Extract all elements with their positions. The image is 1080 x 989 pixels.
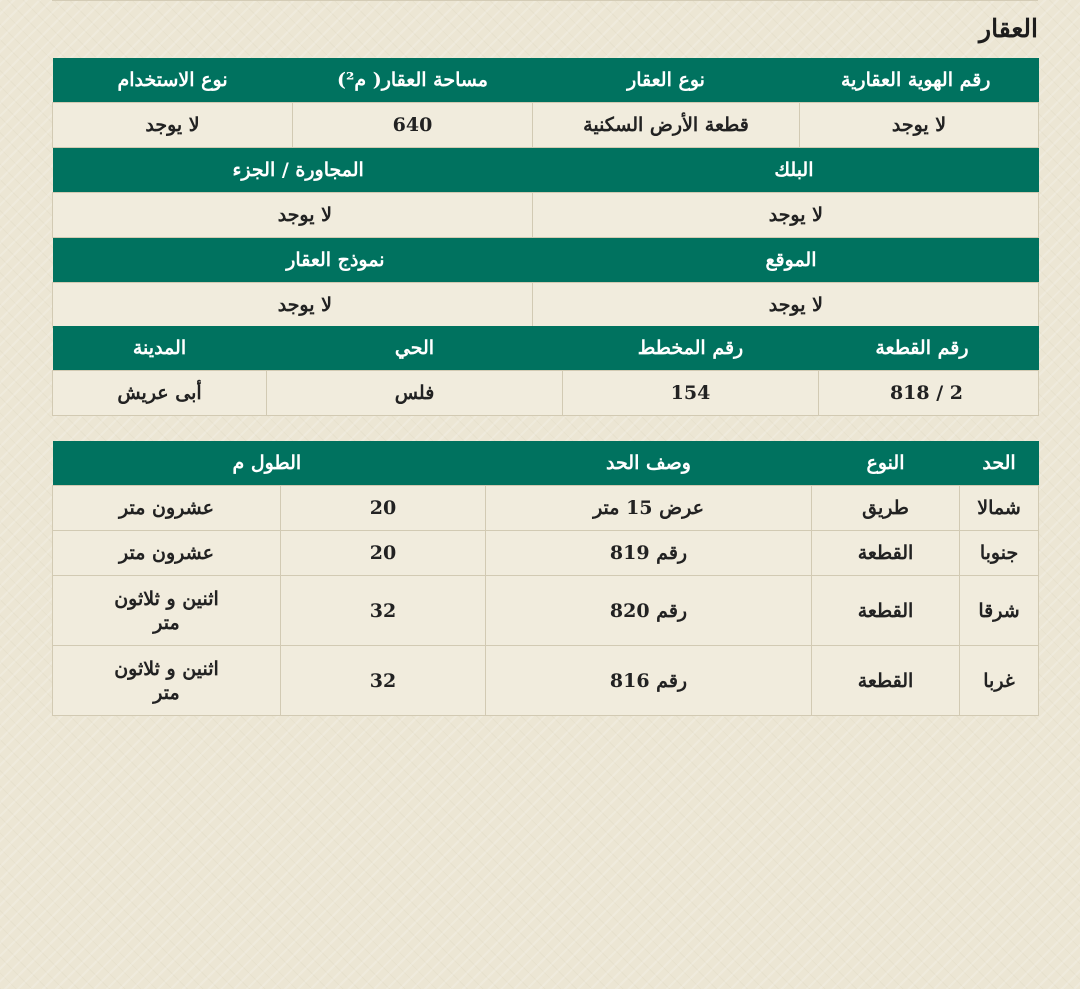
- value-location: لا يوجد: [533, 283, 1039, 328]
- cell-type: القطعة: [812, 576, 960, 646]
- cell-boundary: غربا: [960, 646, 1039, 716]
- cell-boundary: شمالا: [960, 486, 1039, 531]
- cell-description: رقم 816: [486, 646, 812, 716]
- header-neighborhood-part: المجاورة / الجزء: [53, 148, 533, 193]
- value-row: [53, 283, 1039, 328]
- cell-boundary: جنوبا: [960, 531, 1039, 576]
- table-row: [53, 576, 1039, 646]
- cell-length-number: 20: [281, 486, 486, 531]
- header-row: [53, 326, 1039, 371]
- header-description: وصف الحد: [486, 441, 812, 486]
- value-row: [53, 193, 1039, 238]
- header-row: [53, 238, 1039, 283]
- value-property-id: لا يوجد: [800, 103, 1039, 148]
- header-property-area: مساحة العقار( م²): [293, 58, 533, 103]
- cell-length-number: 20: [281, 531, 486, 576]
- header-district: الحي: [267, 326, 563, 371]
- table-row: [53, 531, 1039, 576]
- section-title: العقار: [979, 14, 1038, 43]
- value-usage-type: لا يوجد: [53, 103, 293, 148]
- cell-length-number: 32: [281, 646, 486, 716]
- header-row: [53, 58, 1039, 103]
- header-property-model: نموذج العقار: [53, 238, 533, 283]
- property-details-table: [52, 58, 1039, 328]
- cell-description: رقم 819: [486, 531, 812, 576]
- cell-length-words: اثنين و ثلاثون متر: [53, 646, 281, 716]
- value-city: أبى عريش: [53, 371, 267, 416]
- boundaries-table: [52, 441, 1039, 716]
- cell-length-words: عشرون متر: [53, 531, 281, 576]
- header-row: [53, 441, 1039, 486]
- cell-type: القطعة: [812, 531, 960, 576]
- cell-type: القطعة: [812, 646, 960, 716]
- table-row: [53, 486, 1039, 531]
- header-city: المدينة: [53, 326, 267, 371]
- header-type: النوع: [812, 441, 960, 486]
- cell-length-number: 32: [281, 576, 486, 646]
- cell-type: طريق: [812, 486, 960, 531]
- header-property-type: نوع العقار: [533, 58, 800, 103]
- value-property-type: قطعة الأرض السكنية: [533, 103, 800, 148]
- value-plot-number: 818 / 2: [819, 371, 1039, 416]
- value-block: لا يوجد: [533, 193, 1039, 238]
- value-row: [53, 371, 1039, 416]
- table-row: [53, 646, 1039, 716]
- header-plot-number: رقم القطعة: [819, 326, 1039, 371]
- value-property-model: لا يوجد: [53, 283, 533, 328]
- value-property-area: 640: [293, 103, 533, 148]
- top-divider: [52, 0, 1038, 1]
- value-neighborhood-part: لا يوجد: [53, 193, 533, 238]
- cell-boundary: شرقا: [960, 576, 1039, 646]
- cell-length-words: اثنين و ثلاثون متر: [53, 576, 281, 646]
- header-property-id: رقم الهوية العقارية: [800, 58, 1039, 103]
- header-boundary: الحد: [960, 441, 1039, 486]
- plot-details-table: [52, 326, 1039, 416]
- header-plan-number: رقم المخطط: [563, 326, 819, 371]
- cell-description: رقم 820: [486, 576, 812, 646]
- cell-description: عرض 15 متر: [486, 486, 812, 531]
- cell-length-words: عشرون متر: [53, 486, 281, 531]
- header-usage-type: نوع الاستخدام: [53, 58, 293, 103]
- header-location: الموقع: [533, 238, 1039, 283]
- header-row: [53, 148, 1039, 193]
- header-block: البلك: [533, 148, 1039, 193]
- value-district: فلس: [267, 371, 563, 416]
- header-length: الطول م: [53, 441, 486, 486]
- value-plan-number: 154: [563, 371, 819, 416]
- value-row: [53, 103, 1039, 148]
